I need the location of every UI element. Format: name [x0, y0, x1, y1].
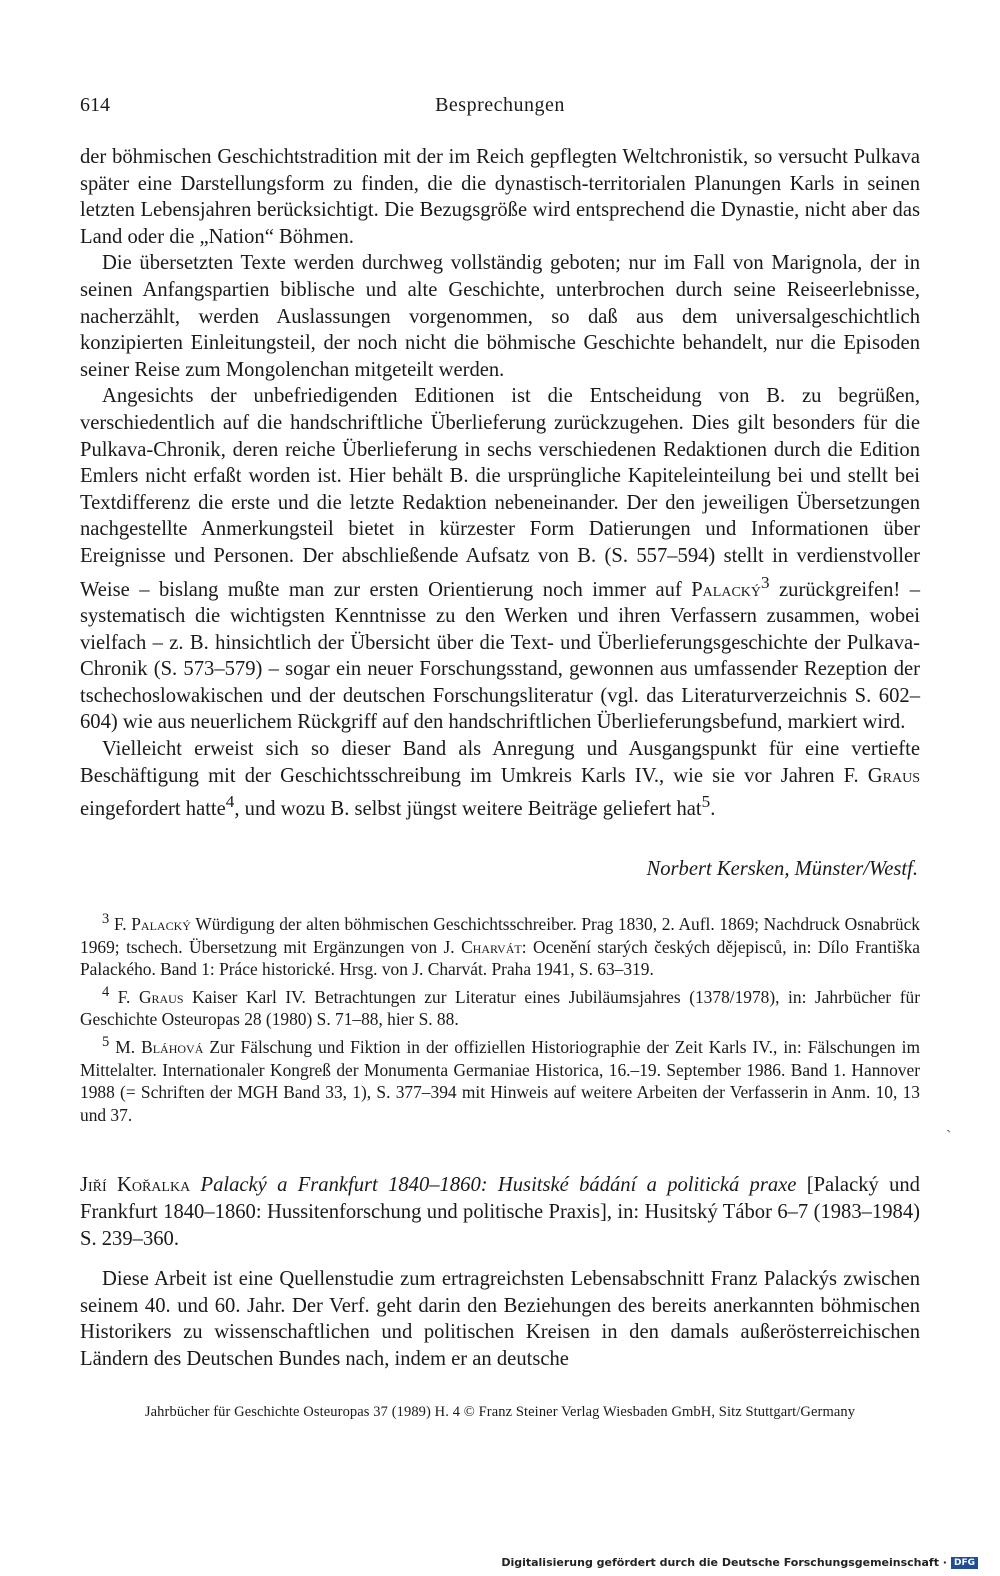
journal-footer: Jahrbücher für Geschichte Osteuropas 37 (1989) H. 4 © Franz Steiner Verlag Wiesbaden GmbH, Sitz Stuttgart/Germany [144, 1404, 856, 1420]
running-head: Besprechungen [435, 94, 565, 116]
footnote-ref[interactable]: 4 [225, 792, 235, 812]
author-name: Graus [138, 986, 184, 1007]
footnote [80, 908, 920, 981]
dfg-logo-icon: DFG [951, 1557, 978, 1569]
review-author: Jiří Kořalka [80, 1174, 191, 1196]
footnote-text: F. [117, 986, 131, 1007]
paragraph-text: zurückgreifen! – systematisch die wichtigsten Kenntnisse zu den Werken und ihren Verfassern zusammen, wobei vielfach – z. B. hinsichtlich der Übersicht über die Text- und Überlieferungsgeschichte der Pulkava-Chronik (S. 573–579) – sogar ein neuer Forschungsstand, gewonnen aus umfassender Rezeption der tschechoslowakischen und der deutschen Forschungsliteratur (vgl. das Literaturverzeichnis S. 602–604) wie aus neuerlichem Rückgriff auf den handschriftlichen Überlieferungsbefund, markiert wird. [80, 578, 920, 734]
author-name: Palacký [131, 913, 191, 934]
stray-mark: ` [946, 1128, 952, 1145]
footnotes [80, 908, 920, 1127]
body-paragraph: Diese Arbeit ist eine Quellenstudie zum ertragreichsten Lebensabschnitt Franz Palackýs zwischen seinem 40. und 60. Jahr. Der Verf. geht darin den Beziehungen des bereits anerkannten böhmischen Historikers zu wissenschaftlichen und politischen Kreisen in den damals außerösterreichischen Ländern des Deutschen Bundes nach, indem er an deutsche [80, 1268, 920, 1370]
author-name: Charvát [461, 936, 522, 957]
page-number: 614 [80, 94, 110, 116]
paragraph-text: Vielleicht erweist sich so dieser Band als Anregung und Ausgangspunkt für eine vertiefte Beschäftigung mit der Geschichtsschreibung im Umkreis Karls IV., wie sie vor Jahren F. [80, 737, 920, 787]
body-paragraph [80, 250, 920, 383]
footnote-text: Zur Fälschung und Fiktion in der offiziellen Historiographie der Zeit Karls IV., in: Fälschungen im Mittelalter. Internationaler Kongreß der Monumenta Germaniae Historica, 16.–19. September 1986. Band 1. Hannover 1988 (= Schriften der MGH Band 33, 1), S. 377–394 mit Hinweis auf weitere Arbeiten der Verfasserin in Anm. 10, 13 und 37. [80, 1036, 920, 1126]
footnote-number: 3 [102, 911, 110, 927]
main-body-text [80, 144, 920, 823]
footnote-text: F. [113, 913, 127, 934]
author-name: Graus [867, 764, 920, 787]
footnote-text: Kaiser Karl IV. Betrachtungen zur Literatur eines Jubiläumsjahres (1378/1978), in: Jahrbücher für Geschichte Osteuropas 28 (1980) S. 71–88, hier S. 88. [80, 986, 920, 1030]
body-paragraph [80, 736, 920, 823]
footnote-text: Würdigung der alten böhmischen Geschichtsschreiber. Prag 1830, 2. Aufl. 1869; Nachdruck Osnabrück 1969; tschech. Übersetzung mit Ergänzungen von J. [80, 913, 920, 957]
footnote-ref[interactable]: 5 [701, 792, 711, 812]
paragraph-text: Angesichts der unbefriedigenden Editionen ist die Entscheidung von B. zu begrüßen, verschiedentlich auf die handschriftliche Überlieferung zurückzugehen. Dies gilt besonders für die Pulkava-Chronik, deren reiche Überlieferung in sechs verschiedenen Redaktionen durch die Edition Emlers nicht erfaßt worden ist. Hier behält B. die ursprüngliche Kapiteleinteilung bei und stellt bei Textdifferenz die erste und die letzte Redaktion nebeneinander. Der den jeweiligen Übersetzungen nachgestellte Anmerkungsteil bietet in kürzester Form Datierungen und Informationen über Ereignisse und Personen. Der abschließende Aufsatz von B. (S. 557–594) stellt in verdienstvoller Weise – bislang mußte man zur ersten Orientierung noch immer auf [80, 385, 920, 601]
dfg-credit [501, 1556, 978, 1569]
review-title: Palacký a Frankfurt 1840–1860: Husitské bádání a politická praxe [200, 1174, 797, 1196]
body-paragraph [80, 383, 920, 736]
footnote-ref[interactable]: 3 [761, 572, 770, 592]
footnote-text: : Ocenění starých českých dějepisců, in: Dílo Františka Palackého. Band 1: Práce historické. Hrsg. von J. Charvát. Praha 1941, S. 63–319. [80, 936, 920, 980]
body-paragraph [80, 144, 920, 250]
paragraph-text: Die übersetzten Texte werden durchweg vollständig geboten; nur im Fall von Marignola, der in seinen Anfangspartien biblische und alte Geschichte, unterbrochen durch seine Reiseerlebnisse, nacherzählt, werden Auslassungen vorgenommen, so daß aus dem universalgeschichtlich konzipierten Einleitungsteil, der noch nicht die böhmische Geschichte behandelt, nur die Episoden seiner Reise zum Mongolenchan mitgeteilt werden. [80, 252, 920, 381]
review-body [80, 1266, 920, 1372]
paragraph-text: , und wozu B. selbst jüngst weitere Beiträge geliefert hat [234, 797, 702, 820]
author-name: Bláhová [141, 1036, 204, 1057]
paragraph-text: der böhmischen Geschichtstradition mit der im Reich gepflegten Weltchronistik, so versucht Pulkava später eine Darstellungsform zu finden, die die dynastisch-territorialen Planungen Karls in seinen letzten Lebensjahren berücksichtigt. Die Bezugsgröße wird entsprechend die Dynastie, nicht aber das Land oder die „Nation“ Böhmen. [80, 146, 920, 248]
page-header [80, 94, 920, 124]
review-heading [80, 1172, 920, 1253]
footnote-text: M. [115, 1036, 136, 1057]
footnote [80, 981, 920, 1031]
paragraph-text: eingefordert hatte [80, 797, 226, 820]
review-citation: [Palacký und Frankfurt 1840–1860: Hussitenforschung und politische Praxis], in: Husitský Tábor 6–7 (1983–1984) S. 239–360. [80, 1174, 920, 1250]
paragraph-text: . [710, 797, 716, 820]
footnote-number: 5 [102, 1034, 110, 1051]
reviewer-signature: Norbert Kersken, Münster/Westf. [646, 858, 918, 880]
dfg-credit-text: Digitalisierung gefördert durch die Deutsche Forschungsgemeinschaft · [501, 1556, 947, 1569]
footnote [80, 1031, 920, 1127]
author-name: Palacký [691, 578, 762, 601]
footnote-number: 4 [102, 983, 110, 1000]
